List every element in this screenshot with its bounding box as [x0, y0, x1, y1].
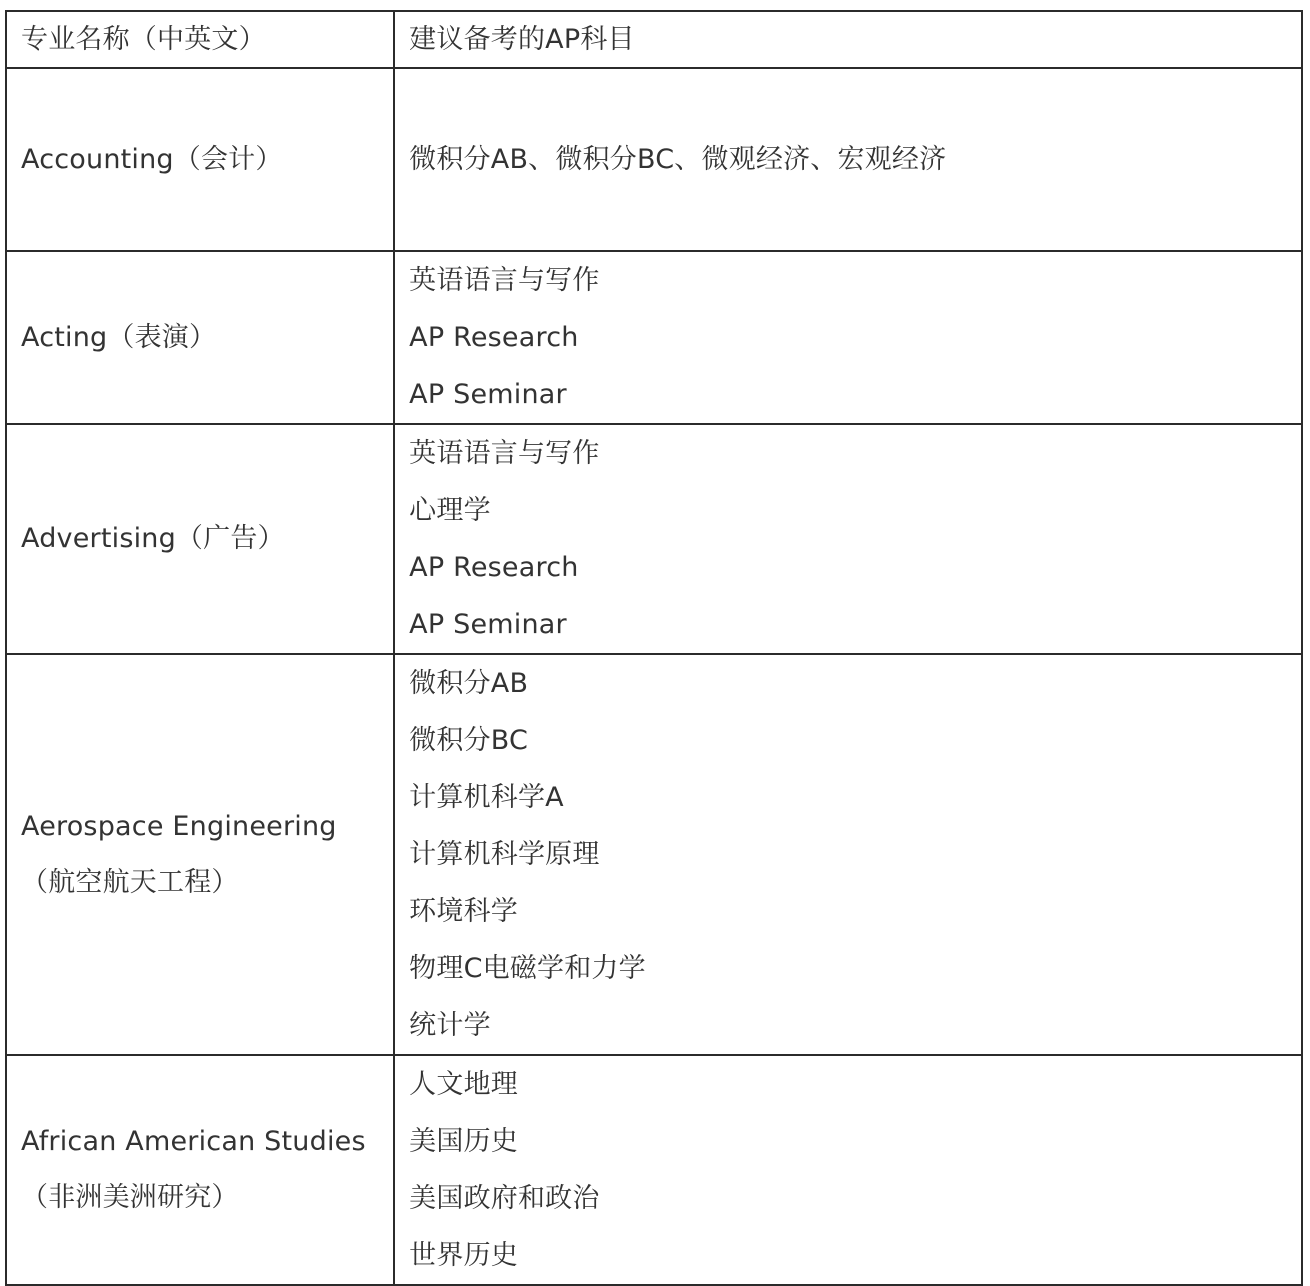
ap-subject-list [409, 655, 1287, 1054]
ap-cell [394, 1055, 1302, 1285]
ap-subject: 物理C电磁学和力学 [409, 953, 646, 984]
major-name: Acting（表演） [21, 321, 217, 353]
major-cell [6, 68, 394, 251]
ap-cell [394, 68, 1302, 251]
ap-subjects-inline: 微积分AB、微积分BC、微观经济、宏观经济 [409, 143, 947, 175]
ap-subject: 英语语言与写作 [409, 438, 600, 469]
ap-subject-list [409, 425, 1287, 653]
header-major: 专业名称（中英文） [6, 11, 394, 68]
ap-subjects-table [5, 10, 1303, 1286]
table-row [6, 1055, 1302, 1285]
ap-subject: 计算机科学A [409, 782, 564, 813]
ap-subject: 美国政府和政治 [409, 1183, 600, 1214]
ap-subject: 美国历史 [409, 1126, 518, 1157]
ap-subject: 世界历史 [409, 1240, 518, 1271]
table-header-row [6, 11, 1302, 68]
major-cell [6, 654, 394, 1055]
ap-cell [394, 654, 1302, 1055]
ap-subject: 人文地理 [409, 1069, 518, 1100]
ap-subject: 微积分BC [409, 725, 529, 756]
header-ap-subjects: 建议备考的AP科目 [394, 11, 1302, 68]
ap-subject: AP Research [409, 322, 579, 353]
table-row [6, 68, 1302, 251]
major-cell [6, 251, 394, 424]
major-name: Aerospace Engineering（航空航天工程） [21, 810, 337, 898]
ap-subject-list [409, 1056, 1287, 1284]
ap-subject: AP Seminar [409, 609, 567, 640]
ap-subject: 英语语言与写作 [409, 265, 600, 296]
major-cell [6, 424, 394, 654]
ap-cell [394, 424, 1302, 654]
major-name: Accounting（会计） [21, 143, 283, 175]
major-name: African American Studies（非洲美洲研究） [21, 1126, 366, 1213]
ap-cell [394, 251, 1302, 424]
ap-subject: 微积分AB [409, 668, 529, 699]
table-row [6, 654, 1302, 1055]
major-name: Advertising（广告） [21, 523, 285, 554]
ap-subject: 计算机科学原理 [409, 839, 600, 870]
ap-subject: 环境科学 [409, 896, 518, 927]
ap-subject-list [409, 252, 1287, 423]
ap-subject: 心理学 [409, 495, 491, 526]
major-cell [6, 1055, 394, 1285]
table-row [6, 251, 1302, 424]
ap-subject: 统计学 [409, 1010, 491, 1041]
table-row [6, 424, 1302, 654]
ap-subject: AP Research [409, 552, 579, 583]
ap-subject: AP Seminar [409, 379, 567, 410]
